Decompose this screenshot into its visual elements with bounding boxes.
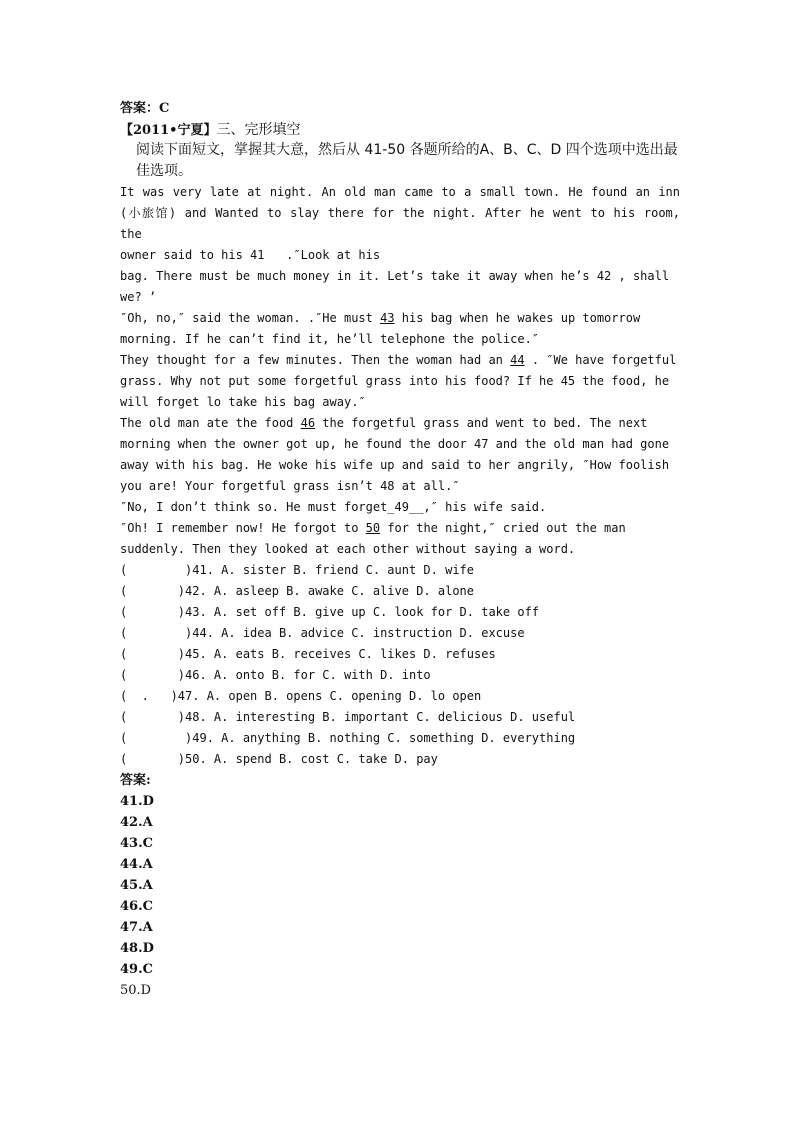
section-heading xyxy=(120,119,680,140)
question-item: ( )44. A. idea B. advice C. instruction D. excuse xyxy=(120,626,525,640)
answer-item: 45.A xyxy=(120,878,153,893)
passage-line: grass. Why not put some forgetful grass into his food? If he 45 the food, he xyxy=(120,374,670,388)
question-list xyxy=(120,560,680,770)
passage-line: The old man ate the food 46 the forgetful grass and went to bed. The next xyxy=(120,416,648,430)
section-title: 三、完形填空 xyxy=(216,122,301,138)
question-item: ( )43. A. set off B. give up C. look for D. take off xyxy=(120,605,540,619)
blank-44: 44 xyxy=(510,353,525,367)
source-tag: 【2011•宁夏】 xyxy=(120,123,217,138)
question-item: ( )48. A. interesting B. important C. delicious D. useful xyxy=(120,710,576,724)
passage-line: owner said to his 41 .″Look at his xyxy=(120,248,381,262)
answer-item: 47.A xyxy=(120,920,153,935)
passage-line: It was very late at night. An old man came to a small town. He found an inn (小旅馆) and Wanted to slay there for the night. After he went to his room, the xyxy=(120,185,680,241)
answer-item: 49.C xyxy=(120,962,153,977)
passage-line: morning when the owner got up, he found the door 47 and the old man had gone xyxy=(120,437,670,451)
answer-item: 48.D xyxy=(120,941,154,956)
answer-item: 46.C xyxy=(120,899,153,914)
blank-46: 46 xyxy=(300,416,316,430)
answer-item: 50.D xyxy=(120,983,152,998)
passage-line: suddenly. Then they looked at each other without saying a word. xyxy=(120,542,576,556)
passage-line: ″Oh! I remember now! He forgot to 50 for the night,″ cried out the man xyxy=(120,521,626,535)
passage-line: will forget lo take his bag away.″ xyxy=(120,395,366,409)
question-item: ( )41. A. sister B. friend C. aunt D. wife xyxy=(120,563,475,577)
passage xyxy=(120,182,680,560)
passage-line: ″Oh, no,″ said the woman. .″He must 43 his bag when he wakes up tomorrow xyxy=(120,311,641,325)
question-item: ( )49. A. anything B. nothing C. something D. everything xyxy=(120,731,576,745)
answer-item: 44.A xyxy=(120,857,153,872)
answer-key xyxy=(120,770,680,1001)
answer-item: 42.A xyxy=(120,815,153,830)
passage-line: morning. If he can’t find it, he’ll telephone the police.″ xyxy=(120,332,540,346)
question-item: ( . )47. A. open B. opens C. opening D. lo open xyxy=(120,689,482,703)
previous-answer: 答案：C xyxy=(120,101,170,116)
passage-line: we? ’ xyxy=(120,290,157,304)
instructions: 阅读下面短文，掌握其大意，然后从 41-50 各题所给的A、B、C、D 四个选项中选出最佳选项。 xyxy=(136,142,678,179)
passage-line: bag. There must be much money in it. Let’s take it away when he’s 42 , shall xyxy=(120,269,670,283)
answer-label: 答案: xyxy=(120,773,151,788)
passage-line: away with his bag. He woke his wife up and said to her angrily, ″How foolish xyxy=(120,458,670,472)
blank-50: 50 xyxy=(365,521,381,535)
passage-line: you are! Your forgetful grass isn’t 48 at all.″ xyxy=(120,479,460,493)
document-page xyxy=(120,98,680,1001)
answer-item: 43.C xyxy=(120,836,153,851)
answer-item: 41.D xyxy=(120,794,154,809)
question-item: ( )50. A. spend B. cost C. take D. pay xyxy=(120,752,438,766)
question-item: ( )46. A. onto B. for C. with D. into xyxy=(120,668,431,682)
passage-line: They thought for a few minutes. Then the woman had an 44 . ″We have forgetful xyxy=(120,353,677,367)
question-item: ( )42. A. asleep B. awake C. alive D. alone xyxy=(120,584,475,598)
blank-43: 43 xyxy=(380,311,395,325)
question-item: ( )45. A. eats B. receives C. likes D. refuses xyxy=(120,647,496,661)
passage-line: ″No, I don’t think so. He must forget_49__,″ his wife said. xyxy=(120,500,547,514)
